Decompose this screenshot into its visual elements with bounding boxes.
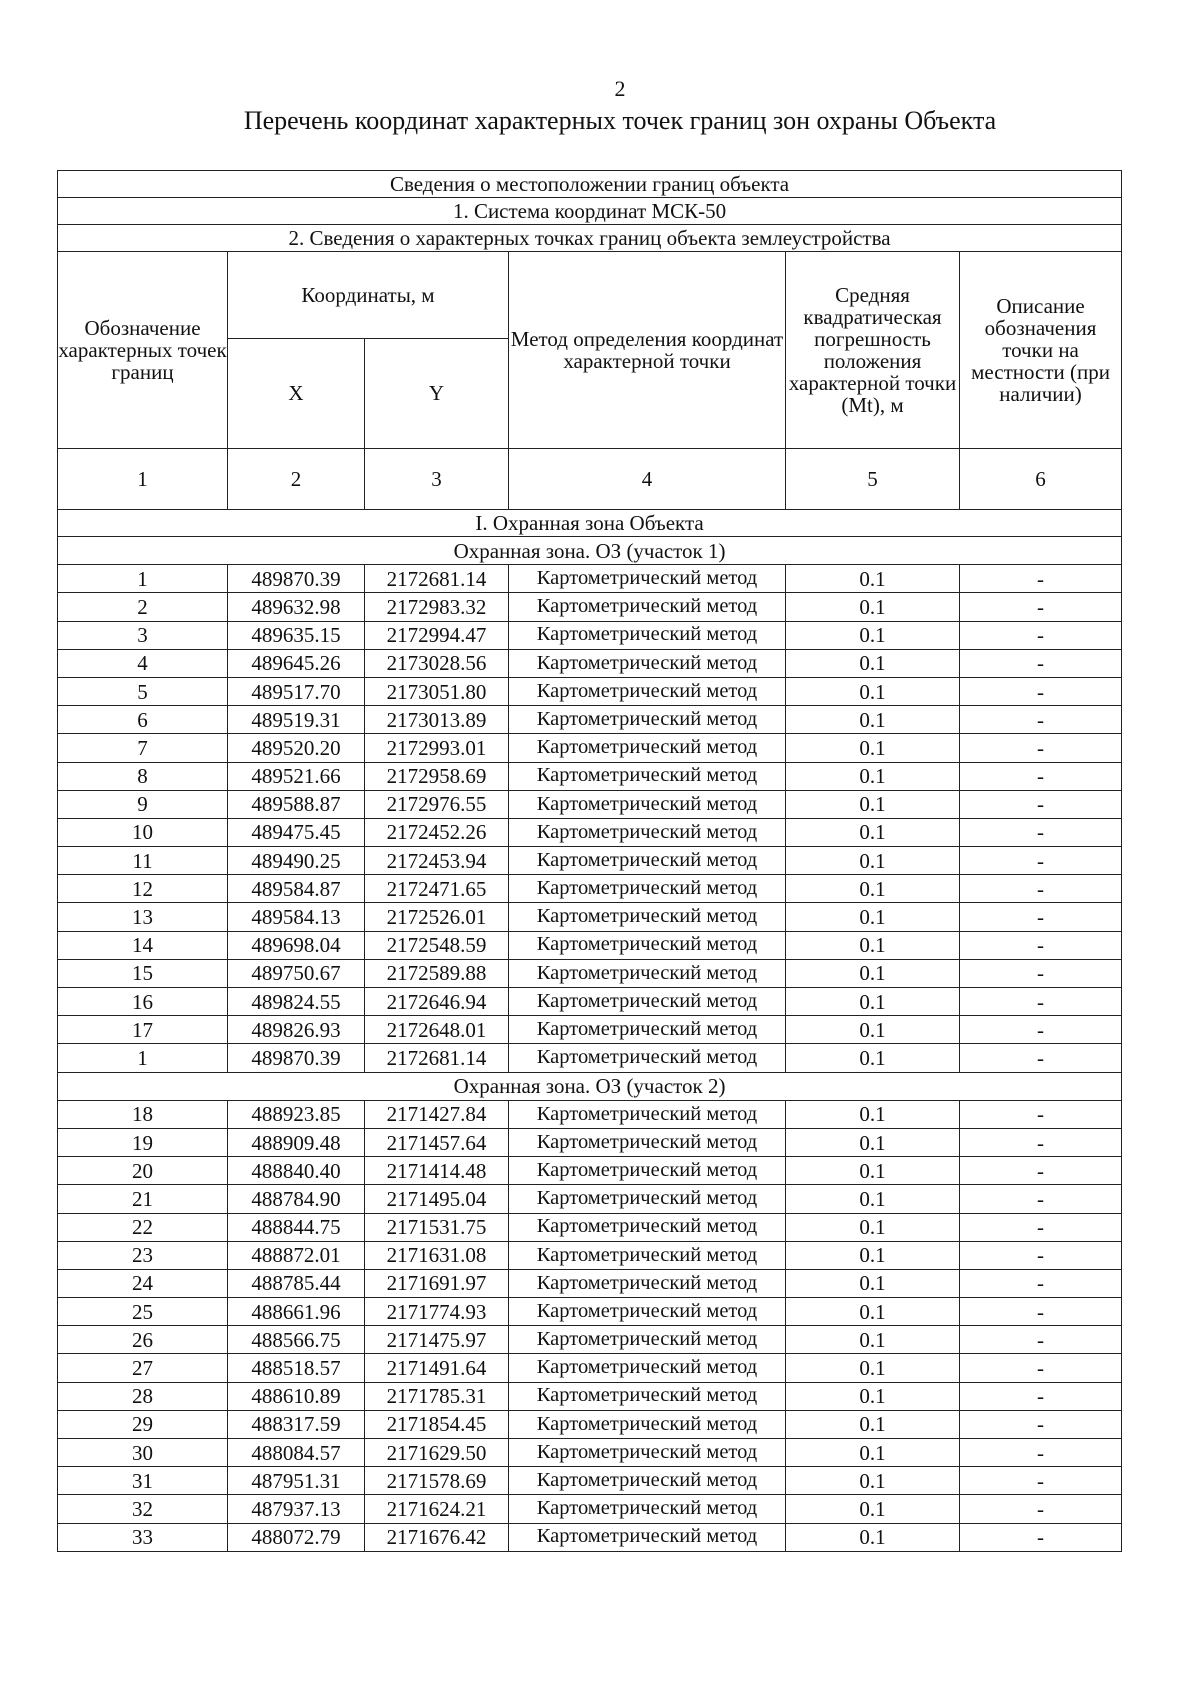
description-cell: - xyxy=(960,1100,1122,1128)
description-cell: - xyxy=(960,1185,1122,1213)
accuracy-cell: 0.1 xyxy=(786,875,960,903)
y-coordinate: 2172993.01 xyxy=(365,734,509,762)
points-heading: 2. Сведения о характерных точках границ объекта землеустройства xyxy=(58,225,1122,252)
point-number: 11 xyxy=(58,847,228,875)
zone-title: Охранная зона. ОЗ (участок 2) xyxy=(58,1072,1122,1100)
method-cell: Картометрический метод xyxy=(509,1213,786,1241)
header-accuracy: Средняя квадратическая погрешность положения характерной точки (Mt), м xyxy=(786,252,960,449)
accuracy-cell: 0.1 xyxy=(786,734,960,762)
method-cell: Картометрический метод xyxy=(509,790,786,818)
accuracy-cell: 0.1 xyxy=(786,959,960,987)
column-number: 3 xyxy=(365,449,509,510)
table-row xyxy=(58,1213,1122,1241)
table-row xyxy=(58,1044,1122,1072)
point-number: 33 xyxy=(58,1523,228,1551)
table-row xyxy=(58,649,1122,677)
description-cell: - xyxy=(960,1298,1122,1326)
table-row xyxy=(58,1185,1122,1213)
point-number: 24 xyxy=(58,1269,228,1297)
y-coordinate: 2172548.59 xyxy=(365,931,509,959)
x-coordinate: 489870.39 xyxy=(228,565,365,593)
accuracy-cell: 0.1 xyxy=(786,1100,960,1128)
y-coordinate: 2172471.65 xyxy=(365,875,509,903)
method-cell: Картометрический метод xyxy=(509,1298,786,1326)
point-number: 12 xyxy=(58,875,228,903)
description-cell: - xyxy=(960,1467,1122,1495)
x-coordinate: 488785.44 xyxy=(228,1269,365,1297)
point-number: 2 xyxy=(58,593,228,621)
header-y: Y xyxy=(365,339,509,449)
accuracy-cell: 0.1 xyxy=(786,706,960,734)
column-numbers-row xyxy=(58,449,1122,510)
method-cell: Картометрический метод xyxy=(509,1100,786,1128)
y-coordinate: 2172994.47 xyxy=(365,621,509,649)
y-coordinate: 2172681.14 xyxy=(365,565,509,593)
point-number: 4 xyxy=(58,649,228,677)
point-number: 19 xyxy=(58,1128,228,1156)
method-cell: Картометрический метод xyxy=(509,1354,786,1382)
description-cell: - xyxy=(960,677,1122,705)
point-number: 25 xyxy=(58,1298,228,1326)
y-coordinate: 2171457.64 xyxy=(365,1128,509,1156)
description-cell: - xyxy=(960,706,1122,734)
method-cell: Картометрический метод xyxy=(509,1128,786,1156)
description-cell: - xyxy=(960,1016,1122,1044)
table-row xyxy=(58,1016,1122,1044)
y-coordinate: 2172958.69 xyxy=(365,762,509,790)
method-cell: Картометрический метод xyxy=(509,734,786,762)
table-caption: Сведения о местоположении границ объекта xyxy=(58,171,1122,198)
section-title: I. Охранная зона Объекта xyxy=(58,510,1122,537)
description-cell: - xyxy=(960,1269,1122,1297)
accuracy-cell: 0.1 xyxy=(786,1298,960,1326)
accuracy-cell: 0.1 xyxy=(786,677,960,705)
point-number: 29 xyxy=(58,1410,228,1438)
x-coordinate: 488084.57 xyxy=(228,1439,365,1467)
table-row xyxy=(58,1439,1122,1467)
y-coordinate: 2172976.55 xyxy=(365,790,509,818)
method-cell: Картометрический метод xyxy=(509,818,786,846)
accuracy-cell: 0.1 xyxy=(786,1354,960,1382)
accuracy-cell: 0.1 xyxy=(786,1241,960,1269)
x-coordinate: 489584.87 xyxy=(228,875,365,903)
column-number: 5 xyxy=(786,449,960,510)
point-number: 28 xyxy=(58,1382,228,1410)
point-number: 1 xyxy=(58,565,228,593)
description-cell: - xyxy=(960,988,1122,1016)
method-cell: Картометрический метод xyxy=(509,1467,786,1495)
x-coordinate: 488518.57 xyxy=(228,1354,365,1382)
table-row xyxy=(58,1100,1122,1128)
y-coordinate: 2171531.75 xyxy=(365,1213,509,1241)
y-coordinate: 2172452.26 xyxy=(365,818,509,846)
x-coordinate: 488840.40 xyxy=(228,1157,365,1185)
method-cell: Картометрический метод xyxy=(509,847,786,875)
accuracy-cell: 0.1 xyxy=(786,649,960,677)
x-coordinate: 487951.31 xyxy=(228,1467,365,1495)
y-coordinate: 2171676.42 xyxy=(365,1523,509,1551)
description-cell: - xyxy=(960,1495,1122,1523)
description-cell: - xyxy=(960,1044,1122,1072)
x-coordinate: 488784.90 xyxy=(228,1185,365,1213)
point-number: 6 xyxy=(58,706,228,734)
page-number: 2 xyxy=(614,76,626,101)
table-row xyxy=(58,1128,1122,1156)
table-body xyxy=(58,537,1122,1552)
x-coordinate: 489490.25 xyxy=(228,847,365,875)
x-coordinate: 489520.20 xyxy=(228,734,365,762)
table-row xyxy=(58,1523,1122,1551)
method-cell: Картометрический метод xyxy=(509,1269,786,1297)
accuracy-cell: 0.1 xyxy=(786,818,960,846)
method-cell: Картометрический метод xyxy=(509,1439,786,1467)
x-coordinate: 488072.79 xyxy=(228,1523,365,1551)
accuracy-cell: 0.1 xyxy=(786,790,960,818)
y-coordinate: 2172526.01 xyxy=(365,903,509,931)
table-row xyxy=(58,818,1122,846)
point-number: 10 xyxy=(58,818,228,846)
column-number: 4 xyxy=(509,449,786,510)
description-cell: - xyxy=(960,762,1122,790)
y-coordinate: 2172983.32 xyxy=(365,593,509,621)
method-cell: Картометрический метод xyxy=(509,1523,786,1551)
point-number: 18 xyxy=(58,1100,228,1128)
description-cell: - xyxy=(960,1410,1122,1438)
method-cell: Картометрический метод xyxy=(509,649,786,677)
table-row xyxy=(58,734,1122,762)
header-x: X xyxy=(228,339,365,449)
point-number: 7 xyxy=(58,734,228,762)
header-designation: Обозначение характерных точек границ xyxy=(58,252,228,449)
description-cell: - xyxy=(960,1128,1122,1156)
accuracy-cell: 0.1 xyxy=(786,988,960,1016)
accuracy-cell: 0.1 xyxy=(786,593,960,621)
description-cell: - xyxy=(960,1382,1122,1410)
description-cell: - xyxy=(960,1523,1122,1551)
point-number: 1 xyxy=(58,1044,228,1072)
y-coordinate: 2171629.50 xyxy=(365,1439,509,1467)
method-cell: Картометрический метод xyxy=(509,1382,786,1410)
accuracy-cell: 0.1 xyxy=(786,1410,960,1438)
point-number: 22 xyxy=(58,1213,228,1241)
header-description: Описание обозначения точки на местности (при наличии) xyxy=(960,252,1122,449)
description-cell: - xyxy=(960,1439,1122,1467)
y-coordinate: 2172453.94 xyxy=(365,847,509,875)
table-row xyxy=(58,1298,1122,1326)
method-cell: Картометрический метод xyxy=(509,903,786,931)
description-cell: - xyxy=(960,790,1122,818)
method-cell: Картометрический метод xyxy=(509,706,786,734)
table-row xyxy=(58,988,1122,1016)
method-cell: Картометрический метод xyxy=(509,1241,786,1269)
x-coordinate: 489826.93 xyxy=(228,1016,365,1044)
point-number: 17 xyxy=(58,1016,228,1044)
accuracy-cell: 0.1 xyxy=(786,1213,960,1241)
x-coordinate: 488909.48 xyxy=(228,1128,365,1156)
point-number: 26 xyxy=(58,1326,228,1354)
description-cell: - xyxy=(960,875,1122,903)
x-coordinate: 488610.89 xyxy=(228,1382,365,1410)
method-cell: Картометрический метод xyxy=(509,959,786,987)
point-number: 27 xyxy=(58,1354,228,1382)
table-row xyxy=(58,1326,1122,1354)
table-row xyxy=(58,1410,1122,1438)
method-cell: Картометрический метод xyxy=(509,1016,786,1044)
y-coordinate: 2172646.94 xyxy=(365,988,509,1016)
y-coordinate: 2171631.08 xyxy=(365,1241,509,1269)
table-row xyxy=(58,1354,1122,1382)
accuracy-cell: 0.1 xyxy=(786,1439,960,1467)
y-coordinate: 2173028.56 xyxy=(365,649,509,677)
method-cell: Картометрический метод xyxy=(509,621,786,649)
x-coordinate: 489635.15 xyxy=(228,621,365,649)
y-coordinate: 2173051.80 xyxy=(365,677,509,705)
table-row xyxy=(58,847,1122,875)
x-coordinate: 489645.26 xyxy=(228,649,365,677)
x-coordinate: 489584.13 xyxy=(228,903,365,931)
method-cell: Картометрический метод xyxy=(509,565,786,593)
y-coordinate: 2172648.01 xyxy=(365,1016,509,1044)
accuracy-cell: 0.1 xyxy=(786,903,960,931)
accuracy-cell: 0.1 xyxy=(786,1269,960,1297)
description-cell: - xyxy=(960,931,1122,959)
y-coordinate: 2171491.64 xyxy=(365,1354,509,1382)
y-coordinate: 2172681.14 xyxy=(365,1044,509,1072)
point-number: 23 xyxy=(58,1241,228,1269)
y-coordinate: 2171427.84 xyxy=(365,1100,509,1128)
method-cell: Картометрический метод xyxy=(509,988,786,1016)
column-number: 6 xyxy=(960,449,1122,510)
method-cell: Картометрический метод xyxy=(509,1410,786,1438)
method-cell: Картометрический метод xyxy=(509,875,786,903)
accuracy-cell: 0.1 xyxy=(786,1495,960,1523)
x-coordinate: 488872.01 xyxy=(228,1241,365,1269)
table-row xyxy=(58,1157,1122,1185)
table-row xyxy=(58,959,1122,987)
page-title: Перечень координат характерных точек границ зон охраны Объекта xyxy=(243,106,997,135)
table-row xyxy=(58,621,1122,649)
y-coordinate: 2171414.48 xyxy=(365,1157,509,1185)
x-coordinate: 489519.31 xyxy=(228,706,365,734)
accuracy-cell: 0.1 xyxy=(786,1326,960,1354)
table-row xyxy=(58,1467,1122,1495)
accuracy-cell: 0.1 xyxy=(786,565,960,593)
y-coordinate: 2171578.69 xyxy=(365,1467,509,1495)
coordinate-system: 1. Система координат МСК-50 xyxy=(58,198,1122,225)
y-coordinate: 2171495.04 xyxy=(365,1185,509,1213)
accuracy-cell: 0.1 xyxy=(786,931,960,959)
x-coordinate: 489475.45 xyxy=(228,818,365,846)
table-row xyxy=(58,1495,1122,1523)
x-coordinate: 488661.96 xyxy=(228,1298,365,1326)
accuracy-cell: 0.1 xyxy=(786,1467,960,1495)
y-coordinate: 2171624.21 xyxy=(365,1495,509,1523)
x-coordinate: 488317.59 xyxy=(228,1410,365,1438)
description-cell: - xyxy=(960,565,1122,593)
table-row xyxy=(58,677,1122,705)
description-cell: - xyxy=(960,818,1122,846)
point-number: 31 xyxy=(58,1467,228,1495)
x-coordinate: 488844.75 xyxy=(228,1213,365,1241)
method-cell: Картометрический метод xyxy=(509,1495,786,1523)
header-method: Метод определения координат характерной точки xyxy=(509,252,786,449)
accuracy-cell: 0.1 xyxy=(786,762,960,790)
column-number: 2 xyxy=(228,449,365,510)
point-number: 8 xyxy=(58,762,228,790)
description-cell: - xyxy=(960,1241,1122,1269)
table-row xyxy=(58,593,1122,621)
point-number: 21 xyxy=(58,1185,228,1213)
point-number: 32 xyxy=(58,1495,228,1523)
method-cell: Картометрический метод xyxy=(509,1326,786,1354)
table-row xyxy=(58,1241,1122,1269)
point-number: 30 xyxy=(58,1439,228,1467)
point-number: 14 xyxy=(58,931,228,959)
description-cell: - xyxy=(960,621,1122,649)
column-number: 1 xyxy=(58,449,228,510)
point-number: 20 xyxy=(58,1157,228,1185)
x-coordinate: 489870.39 xyxy=(228,1044,365,1072)
description-cell: - xyxy=(960,649,1122,677)
zone-title-row xyxy=(58,537,1122,565)
x-coordinate: 489632.98 xyxy=(228,593,365,621)
y-coordinate: 2171774.93 xyxy=(365,1298,509,1326)
table-row xyxy=(58,1269,1122,1297)
coordinates-table xyxy=(57,170,1122,1552)
accuracy-cell: 0.1 xyxy=(786,1382,960,1410)
description-cell: - xyxy=(960,959,1122,987)
point-number: 9 xyxy=(58,790,228,818)
method-cell: Картометрический метод xyxy=(509,931,786,959)
accuracy-cell: 0.1 xyxy=(786,1157,960,1185)
table-row xyxy=(58,565,1122,593)
point-number: 3 xyxy=(58,621,228,649)
table-row xyxy=(58,903,1122,931)
y-coordinate: 2171691.97 xyxy=(365,1269,509,1297)
accuracy-cell: 0.1 xyxy=(786,1523,960,1551)
method-cell: Картометрический метод xyxy=(509,1044,786,1072)
y-coordinate: 2173013.89 xyxy=(365,706,509,734)
x-coordinate: 488923.85 xyxy=(228,1100,365,1128)
description-cell: - xyxy=(960,903,1122,931)
y-coordinate: 2171475.97 xyxy=(365,1326,509,1354)
method-cell: Картометрический метод xyxy=(509,762,786,790)
accuracy-cell: 0.1 xyxy=(786,1185,960,1213)
x-coordinate: 489698.04 xyxy=(228,931,365,959)
description-cell: - xyxy=(960,734,1122,762)
method-cell: Картометрический метод xyxy=(509,593,786,621)
zone-title: Охранная зона. ОЗ (участок 1) xyxy=(58,537,1122,565)
x-coordinate: 489521.66 xyxy=(228,762,365,790)
y-coordinate: 2171785.31 xyxy=(365,1382,509,1410)
point-number: 15 xyxy=(58,959,228,987)
zone-title-row xyxy=(58,1072,1122,1100)
point-number: 13 xyxy=(58,903,228,931)
description-cell: - xyxy=(960,847,1122,875)
table-row xyxy=(58,931,1122,959)
x-coordinate: 489588.87 xyxy=(228,790,365,818)
y-coordinate: 2172589.88 xyxy=(365,959,509,987)
accuracy-cell: 0.1 xyxy=(786,847,960,875)
x-coordinate: 489517.70 xyxy=(228,677,365,705)
point-number: 5 xyxy=(58,677,228,705)
table-row xyxy=(58,875,1122,903)
accuracy-cell: 0.1 xyxy=(786,1016,960,1044)
description-cell: - xyxy=(960,593,1122,621)
accuracy-cell: 0.1 xyxy=(786,1128,960,1156)
method-cell: Картометрический метод xyxy=(509,1157,786,1185)
table-row xyxy=(58,706,1122,734)
method-cell: Картометрический метод xyxy=(509,677,786,705)
header-coordinates: Координаты, м xyxy=(228,252,509,339)
description-cell: - xyxy=(960,1213,1122,1241)
description-cell: - xyxy=(960,1157,1122,1185)
method-cell: Картометрический метод xyxy=(509,1185,786,1213)
table-row xyxy=(58,762,1122,790)
description-cell: - xyxy=(960,1354,1122,1382)
x-coordinate: 488566.75 xyxy=(228,1326,365,1354)
description-cell: - xyxy=(960,1326,1122,1354)
table-row xyxy=(58,1382,1122,1410)
x-coordinate: 487937.13 xyxy=(228,1495,365,1523)
accuracy-cell: 0.1 xyxy=(786,621,960,649)
accuracy-cell: 0.1 xyxy=(786,1044,960,1072)
table-row xyxy=(58,790,1122,818)
point-number: 16 xyxy=(58,988,228,1016)
x-coordinate: 489824.55 xyxy=(228,988,365,1016)
x-coordinate: 489750.67 xyxy=(228,959,365,987)
y-coordinate: 2171854.45 xyxy=(365,1410,509,1438)
